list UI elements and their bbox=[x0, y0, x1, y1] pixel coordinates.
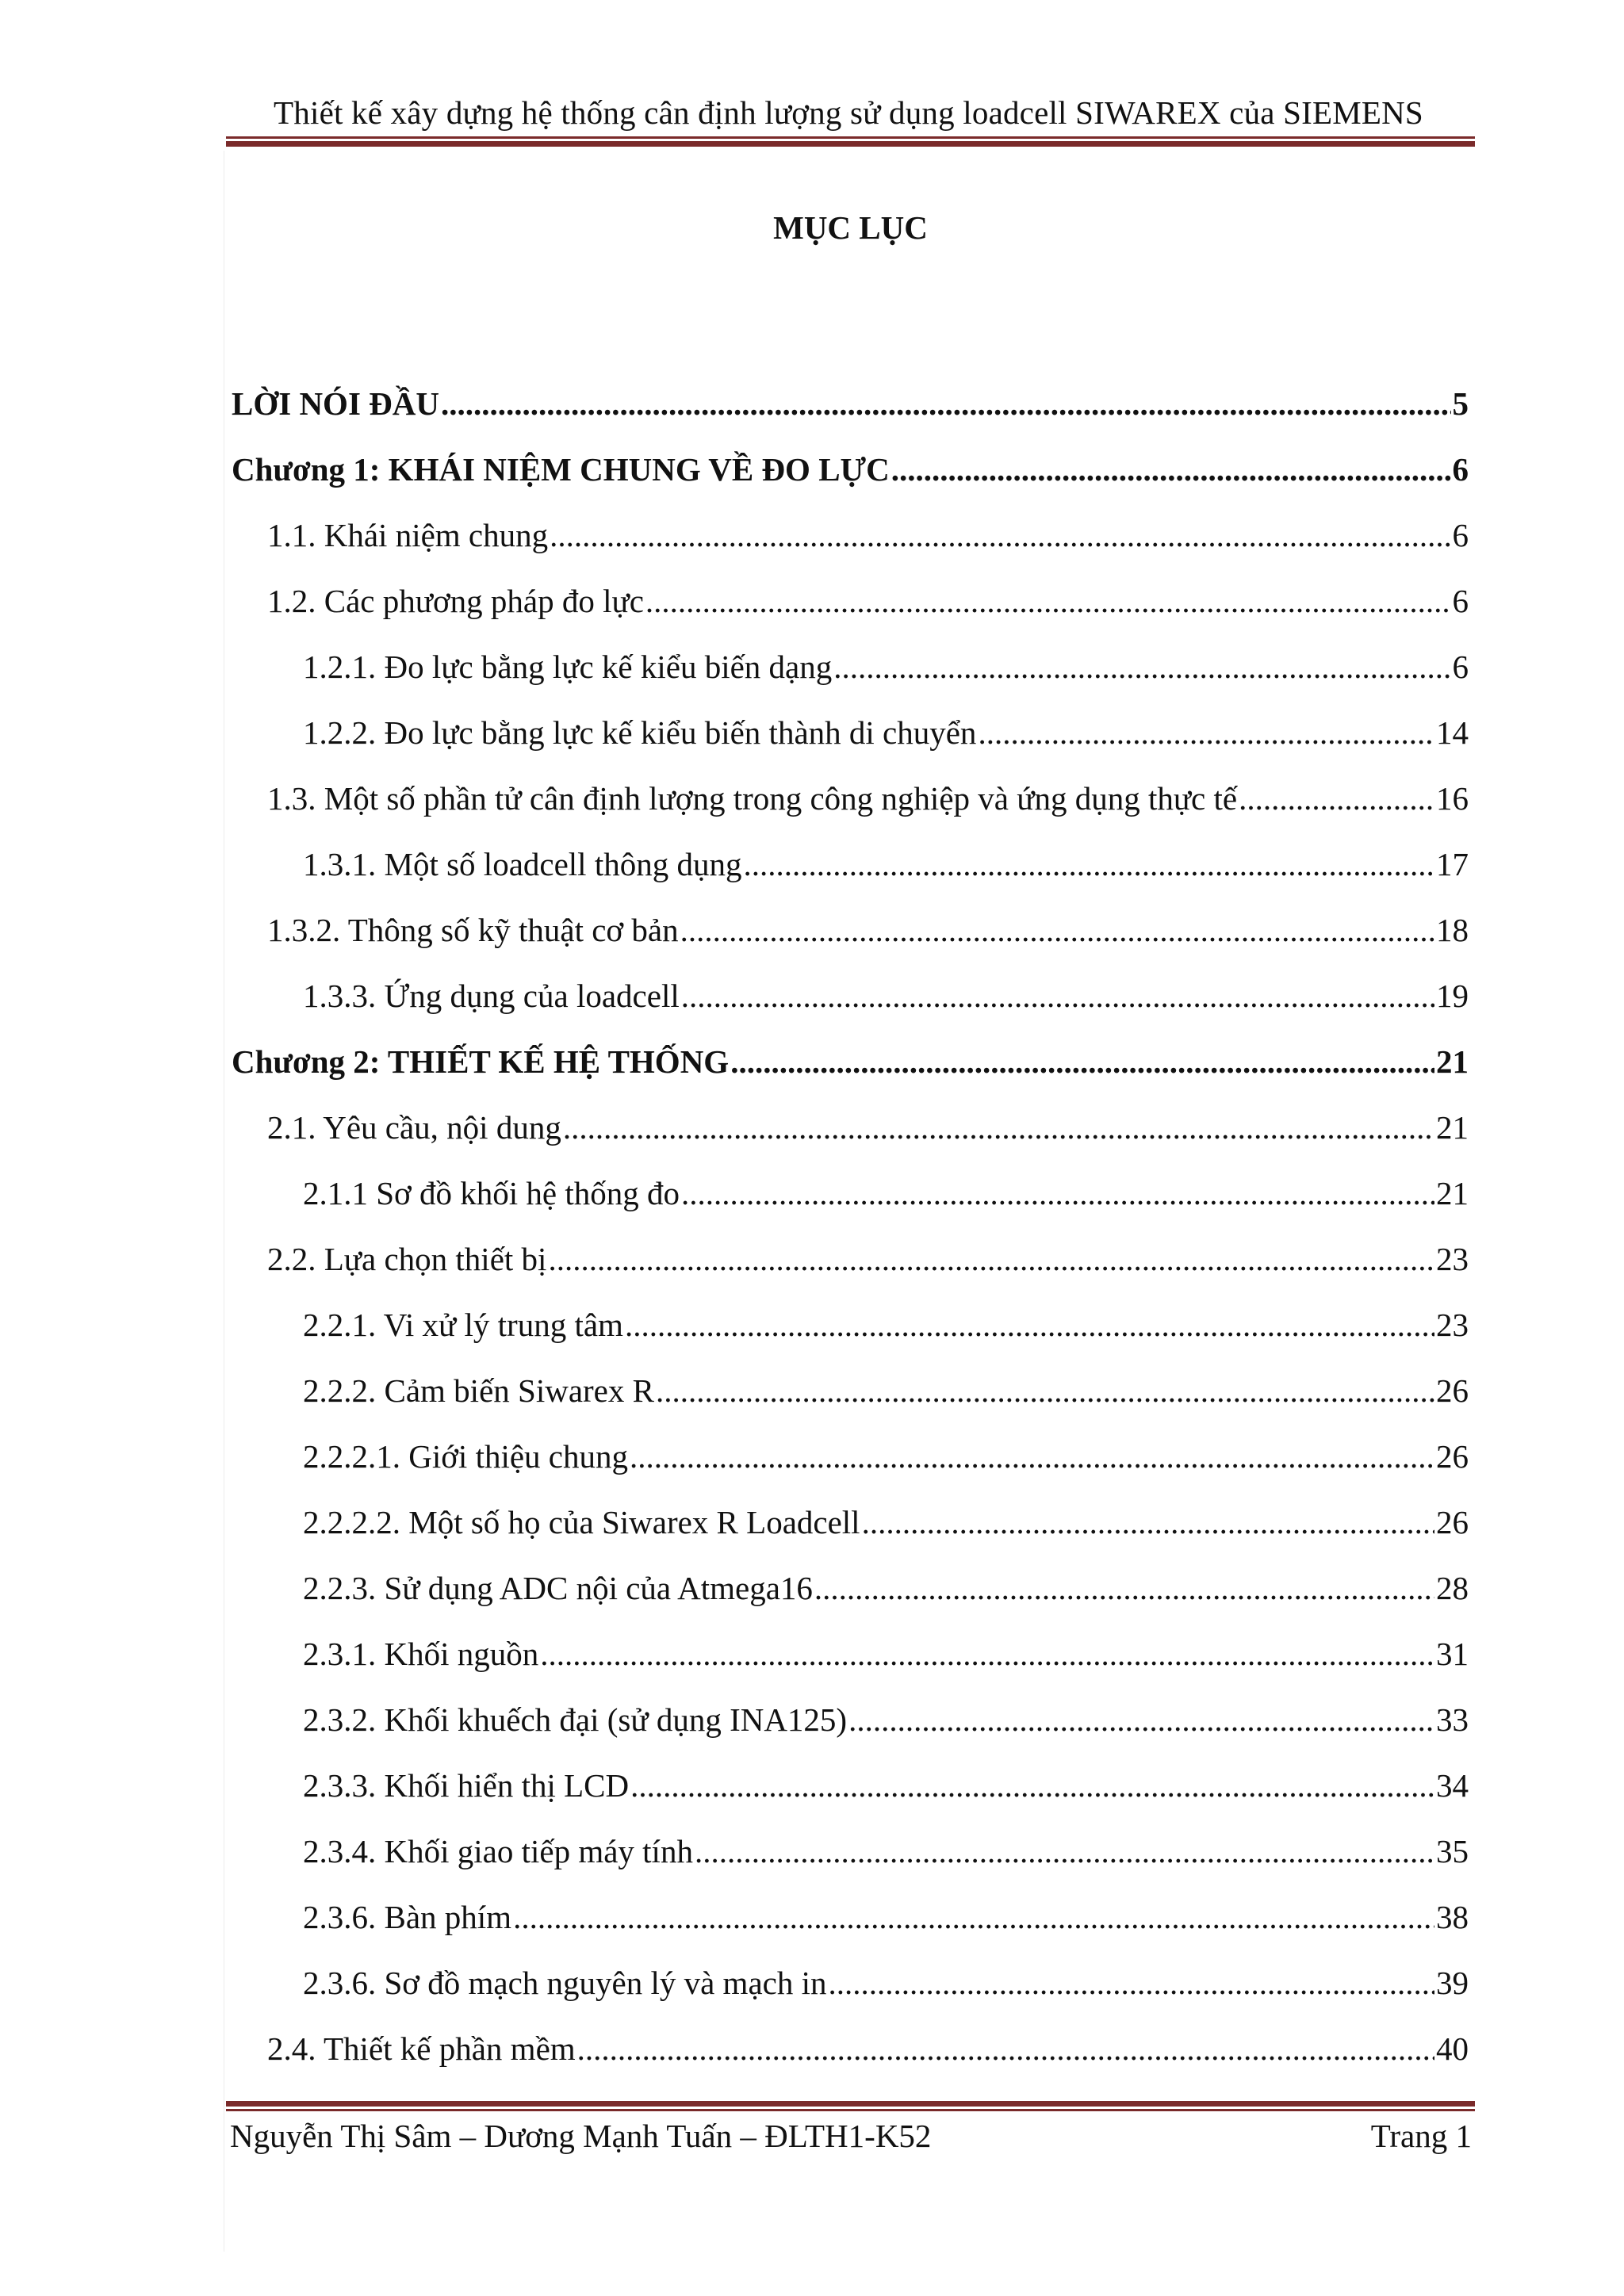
toc-entry-title: 2.4. Thiết kế phần mềm bbox=[267, 2030, 576, 2067]
toc-entry[interactable] bbox=[232, 1043, 1469, 1108]
toc-entry[interactable] bbox=[232, 450, 1469, 516]
toc-entry-page: 17 bbox=[1436, 846, 1469, 882]
toc-dot-leader bbox=[978, 714, 1434, 752]
toc-entry-title: 2.2. Lựa chọn thiết bị bbox=[267, 1241, 547, 1277]
toc-entry[interactable] bbox=[232, 1766, 1469, 1832]
toc-dot-leader bbox=[891, 450, 1451, 488]
toc-entry-page: 19 bbox=[1436, 978, 1469, 1014]
toc-entry-title: 1.3.2. Thông số kỹ thuật cơ bản bbox=[267, 912, 679, 948]
toc-entry-title: Chương 2: THIẾT KẾ HỆ THỐNG bbox=[232, 1043, 730, 1080]
toc-entry[interactable] bbox=[232, 714, 1469, 779]
toc-dot-leader bbox=[540, 1635, 1434, 1673]
toc-entry-page: 34 bbox=[1436, 1767, 1469, 1804]
toc-entry-title: 2.3.3. Khối hiển thị LCD bbox=[303, 1767, 630, 1804]
toc-entry-page: 21 bbox=[1436, 1175, 1469, 1211]
toc-entry-page: 23 bbox=[1436, 1307, 1469, 1343]
toc-entry-page: 16 bbox=[1436, 780, 1469, 817]
toc-entry[interactable] bbox=[232, 1372, 1469, 1437]
toc-entry-title: 1.1. Khái niệm chung bbox=[267, 517, 549, 553]
toc-dot-leader bbox=[730, 1043, 1434, 1081]
toc-entry-title: 1.2.1. Đo lực bằng lực kế kiểu biến dạng bbox=[303, 649, 833, 685]
toc-dot-leader bbox=[513, 1898, 1434, 1936]
toc-dot-leader bbox=[848, 1701, 1434, 1739]
toc-entry-title: 1.3.3. Ứng dụng của loadcell bbox=[303, 978, 680, 1014]
toc-entry-title: 1.2.2. Đo lực bằng lực kế kiểu biến thành di chuyển bbox=[303, 714, 977, 751]
toc-entry[interactable] bbox=[232, 1898, 1469, 1964]
toc-entry[interactable] bbox=[232, 845, 1469, 911]
toc-entry-title: 2.1. Yêu cầu, nội dung bbox=[267, 1109, 561, 1146]
toc-dot-leader bbox=[833, 648, 1450, 686]
toc-dot-leader bbox=[695, 1832, 1434, 1870]
toc-entry-title: 2.2.2.1. Giới thiệu chung bbox=[303, 1438, 628, 1475]
toc-dot-leader bbox=[550, 516, 1450, 554]
header-rule-thin bbox=[226, 136, 1475, 139]
toc-entry-page: 6 bbox=[1452, 517, 1469, 553]
toc-dot-leader bbox=[577, 2030, 1434, 2068]
toc-entry-page: 28 bbox=[1436, 1570, 1469, 1606]
toc-entry[interactable] bbox=[232, 977, 1469, 1043]
toc-entry-page: 21 bbox=[1436, 1043, 1469, 1080]
toc-entry-title: 2.1.1 Sơ đồ khối hệ thống đo bbox=[303, 1175, 680, 1211]
toc-entry[interactable] bbox=[232, 516, 1469, 582]
toc-entry[interactable] bbox=[232, 1240, 1469, 1306]
toc-entry-title: 2.2.2.2. Một số họ của Siwarex R Loadcell bbox=[303, 1504, 860, 1540]
toc-entry-title: 2.3.4. Khối giao tiếp máy tính bbox=[303, 1833, 693, 1869]
toc-entry-page: 6 bbox=[1452, 649, 1469, 685]
toc-entry-page: 40 bbox=[1436, 2030, 1469, 2067]
toc-dot-leader bbox=[645, 582, 1451, 620]
toc-entry-page: 38 bbox=[1436, 1899, 1469, 1935]
toc-entry-page: 26 bbox=[1436, 1438, 1469, 1475]
footer-authors: Nguyễn Thị Sâm – Dương Mạnh Tuấn – ĐLTH1-K52 bbox=[230, 2118, 932, 2154]
toc-entry-page: 35 bbox=[1436, 1833, 1469, 1869]
toc-entry[interactable] bbox=[232, 1569, 1469, 1635]
toc-entry-page: 26 bbox=[1436, 1372, 1469, 1409]
toc-entry-page: 33 bbox=[1436, 1701, 1469, 1738]
toc-entry[interactable] bbox=[232, 911, 1469, 977]
toc-entry-page: 6 bbox=[1452, 583, 1469, 619]
footer-page-number: Trang 1 bbox=[1370, 2118, 1472, 2154]
toc-entry-title: 2.3.6. Bàn phím bbox=[303, 1899, 512, 1935]
toc-entry-title: 2.2.3. Sử dụng ADC nội của Atmega16 bbox=[303, 1570, 813, 1606]
toc-dot-leader bbox=[441, 385, 1451, 423]
toc-dot-leader bbox=[680, 911, 1434, 949]
toc-entry-title: 2.3.2. Khối khuếch đại (sử dụng INA125) bbox=[303, 1701, 848, 1738]
toc-dot-leader bbox=[656, 1372, 1434, 1410]
toc-dot-leader bbox=[681, 1174, 1434, 1212]
toc-entry-title: 1.2. Các phương pháp đo lực bbox=[267, 583, 644, 619]
toc-entry-page: 21 bbox=[1436, 1109, 1469, 1146]
toc-dot-leader bbox=[862, 1503, 1434, 1541]
header-rule-thick bbox=[226, 141, 1475, 147]
toc-dot-leader bbox=[1239, 779, 1434, 817]
footer-rule-thick bbox=[226, 2101, 1475, 2107]
toc-entry[interactable] bbox=[232, 1306, 1469, 1372]
toc-entry-page: 39 bbox=[1436, 1965, 1469, 2001]
toc-entry[interactable] bbox=[232, 1701, 1469, 1766]
toc-entry[interactable] bbox=[232, 1964, 1469, 2030]
toc-entry-page: 18 bbox=[1436, 912, 1469, 948]
toc-entry[interactable] bbox=[232, 2030, 1469, 2095]
toc-dot-leader bbox=[681, 977, 1434, 1015]
toc-entry-title: 1.3.1. Một số loadcell thông dụng bbox=[303, 846, 742, 882]
toc-entry[interactable] bbox=[232, 1503, 1469, 1569]
toc-dot-leader bbox=[548, 1240, 1434, 1278]
toc-entry[interactable] bbox=[232, 1108, 1469, 1174]
toc-entry-page: 26 bbox=[1436, 1504, 1469, 1540]
toc-dot-leader bbox=[563, 1108, 1434, 1146]
toc-entry-page: 31 bbox=[1436, 1636, 1469, 1672]
toc-entry-title: LỜI NÓI ĐẦU bbox=[232, 385, 439, 422]
toc-dot-leader bbox=[630, 1437, 1434, 1475]
toc-entry[interactable] bbox=[232, 779, 1469, 845]
toc-entry-page: 6 bbox=[1452, 451, 1469, 488]
toc-entry[interactable] bbox=[232, 1635, 1469, 1701]
toc-entry[interactable] bbox=[232, 1174, 1469, 1240]
toc-entry-page: 23 bbox=[1436, 1241, 1469, 1277]
toc-entry[interactable] bbox=[232, 648, 1469, 714]
toc-entry-title: 1.3. Một số phần tử cân định lượng trong công nghiệp và ứng dụng thực tế bbox=[267, 780, 1238, 817]
toc-entry[interactable] bbox=[232, 1832, 1469, 1898]
toc-entry-page: 5 bbox=[1452, 385, 1469, 422]
toc-entry-title: 2.3.1. Khối nguồn bbox=[303, 1636, 539, 1672]
toc-entry[interactable] bbox=[232, 582, 1469, 648]
table-of-contents bbox=[232, 385, 1469, 2095]
toc-entry[interactable] bbox=[232, 1437, 1469, 1503]
toc-entry-title: 2.2.1. Vi xử lý trung tâm bbox=[303, 1307, 623, 1343]
toc-entry-title: 2.3.6. Sơ đồ mạch nguyên lý và mạch in bbox=[303, 1965, 827, 2001]
page-title: MỤC LỤC bbox=[773, 209, 928, 246]
toc-dot-leader bbox=[625, 1306, 1434, 1344]
running-header: Thiết kế xây dựng hệ thống cân định lượng sử dụng loadcell SIWAREX của SIEMENS bbox=[274, 94, 1423, 131]
footer-rule-thin bbox=[226, 2109, 1475, 2111]
toc-entry-title: 2.2.2. Cảm biến Siwarex R bbox=[303, 1372, 654, 1409]
toc-entry-title: Chương 1: KHÁI NIỆM CHUNG VỀ ĐO LỰC bbox=[232, 451, 890, 488]
toc-dot-leader bbox=[814, 1569, 1434, 1607]
toc-entry[interactable] bbox=[232, 385, 1469, 450]
toc-dot-leader bbox=[828, 1964, 1434, 2002]
toc-dot-leader bbox=[630, 1766, 1434, 1804]
toc-entry-page: 14 bbox=[1436, 714, 1469, 751]
toc-dot-leader bbox=[743, 845, 1434, 883]
